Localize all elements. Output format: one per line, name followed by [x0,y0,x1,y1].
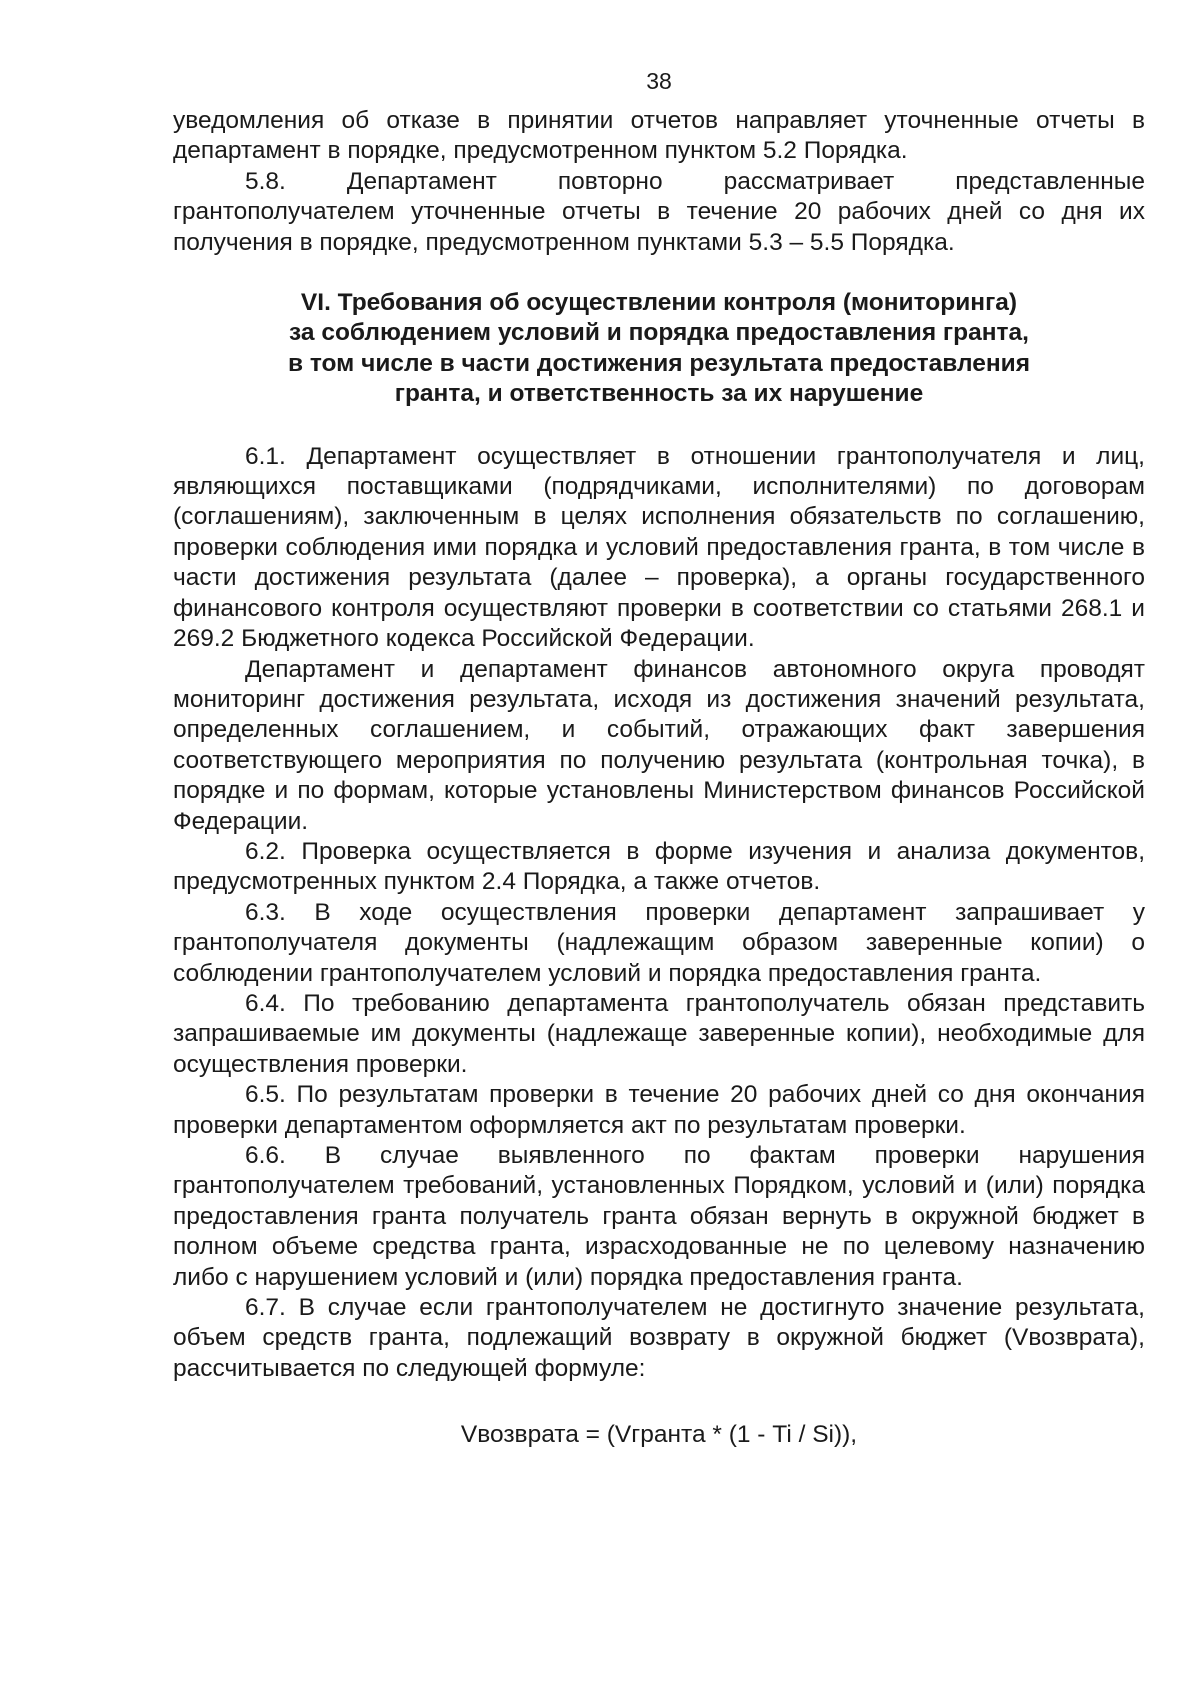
paragraph-6-2: 6.2. Проверка осуществляется в форме изучения и анализа документов, предусмотренных пунктом 2.4 Порядка, а также отчетов. [173,837,1145,896]
document-page [173,62,1145,1451]
paragraph-continuation: уведомления об отказе в принятии отчетов направляет уточненные отчеты в департамент в порядке, предусмотренном пунктом 5.2 Порядка. [173,107,1145,165]
paragraph-6-3: 6.3. В ходе осуществления проверки департамент запрашивает у грантополучателя документы (надлежащим образом заверенные копии) о соблюдении грантополучателем условий и порядка предоставления гранта. [173,898,1145,987]
paragraph-6-1: 6.1. Департамент осуществляет в отношении грантополучателя и лиц, являющихся поставщиками (подрядчиками, исполнителями) по договорам (соглашениям), заключенным в целях исполнения обязательств по соглашению, проверки соблюдения ими порядка и условий предоставления гранта, в том числе в части достижения результата (далее – проверка), а органы государственного финансового контроля осуществляют проверки в соответствии со статьями 268.1 и 269.2 Бюджетного кодекса Российской Федерации. [173,442,1145,653]
paragraph-6-6: 6.6. В случае выявленного по фактам проверки нарушения грантополучателем требований, установленных Порядком, условий и (или) порядка предоставления гранта получатель гранта обязан вернуть в окружной бюджет в полном объеме средства гранта, израсходованные не по целевому назначению либо с нарушением условий и (или) порядка предоставления гранта. [173,1142,1145,1291]
section-title [173,288,1145,410]
section-title-line: в том числе в части достижения результата предоставления [287,349,1030,377]
paragraph-6-5: 6.5. По результатам проверки в течение 20 рабочих дней со дня окончания проверки департаментом оформляется акт по результатам проверки. [173,1081,1145,1139]
section-title-line: за соблюдением условий и порядка предоставления гранта, [289,319,1029,347]
section-title-line: VI. Требования об осуществлении контроля (мониторинга) [300,289,1018,317]
paragraph-5-8: 5.8. Департамент повторно рассматривает представленные грантополучателем уточненные отчеты в течение 20 рабочих дней со дня их получения в порядке, предусмотренном пунктами 5.3 – 5.5 Порядка. [173,167,1145,256]
paragraph-monitoring: Департамент и департамент финансов автономного округа проводят мониторинг достижения результата, исходя из достижения значений результата, определенных соглашением, и событий, отражающих факт завершения соответствующего мероприятия по получению результата (контрольная точка), в порядке и по формам, которые установлены Министерством финансов Российской Федерации. [173,655,1145,835]
paragraph-6-4: 6.4. По требованию департамента грантополучатель обязан представить запрашиваемые им документы (надлежаще заверенные копии), необходимые для осуществления проверки. [173,989,1145,1078]
formula: Vвозврата = (Vгранта * (1 - Ti / Si)), [460,1421,858,1449]
paragraph-6-7: 6.7. В случае если грантополучателем не достигнуто значение результата, объем средств гранта, подлежащий возврату в окружной бюджет (Vвозврата), рассчитывается по следующей формуле: [173,1294,1145,1382]
section-title-line: гранта, и ответственность за их нарушение [394,380,924,408]
page-number: 38 [646,68,672,94]
